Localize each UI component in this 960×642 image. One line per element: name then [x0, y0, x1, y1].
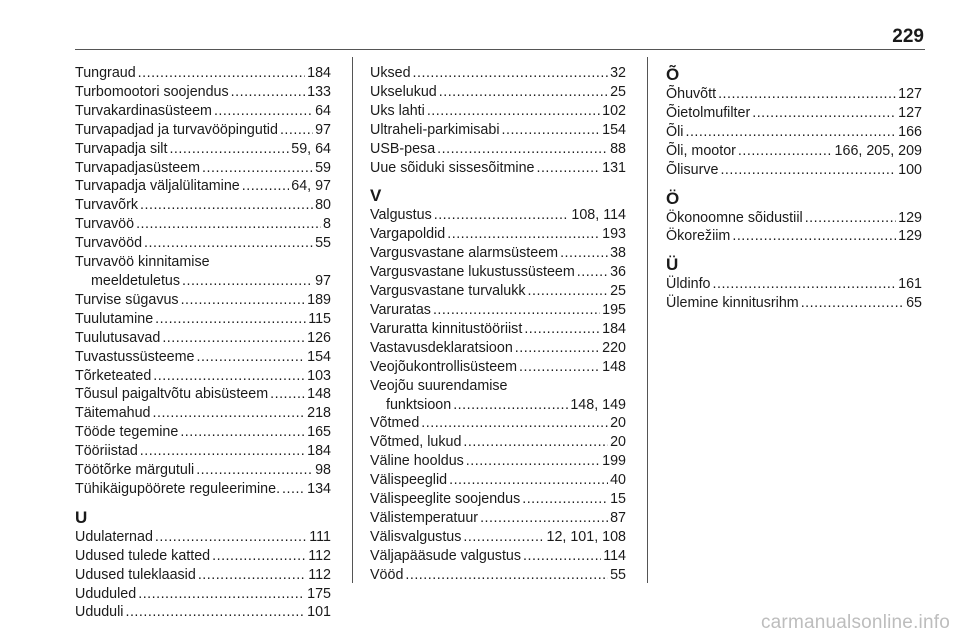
page-ref: 59, 64	[291, 140, 331, 157]
index-column-1	[75, 64, 331, 622]
index-term: Uue sõiduki sissesõitmine	[370, 159, 535, 176]
index-term: Väline hooldus	[370, 453, 464, 470]
index-term: Vargapoldid	[370, 226, 446, 243]
top-rule	[75, 49, 925, 50]
index-entry	[370, 83, 626, 102]
page-ref: 97	[315, 121, 331, 138]
dot-leader	[153, 367, 305, 386]
index-entry	[370, 377, 626, 396]
dot-leader	[214, 102, 313, 121]
dot-leader	[519, 358, 600, 377]
index-section	[75, 507, 331, 623]
index-term: USB-pesa	[370, 140, 436, 157]
section-letter: Ü	[666, 255, 679, 275]
index-entry	[370, 64, 626, 83]
index-column-3	[666, 64, 922, 313]
index-entry	[75, 215, 331, 234]
index-term: Turvakardinasüsteem	[75, 102, 212, 119]
index-term: Õhuvõtt	[666, 86, 717, 102]
dot-leader	[270, 385, 305, 404]
index-entry	[75, 442, 331, 461]
index-term: Veojõu suurendamise	[370, 377, 508, 394]
index-entry	[75, 585, 331, 604]
page-ref: 12, 101, 108	[546, 528, 626, 545]
index-entry	[75, 547, 331, 566]
index-entry	[75, 121, 331, 140]
index-entry	[666, 275, 922, 294]
index-term: Ukselukud	[370, 83, 437, 100]
page-ref: 154	[307, 348, 331, 365]
dot-leader	[196, 348, 305, 367]
page-ref: 55	[315, 235, 331, 252]
page-ref: 112	[308, 547, 331, 564]
dot-leader	[801, 294, 904, 313]
page-ref: 108, 114	[571, 207, 626, 224]
page-ref: 148	[602, 358, 626, 375]
page-ref: 161	[898, 276, 922, 293]
index-entry	[75, 528, 331, 547]
dot-leader	[282, 480, 305, 499]
dot-leader	[463, 528, 544, 547]
index-entry	[370, 509, 626, 528]
section-letter: Õ	[666, 65, 680, 84]
index-entry	[75, 310, 331, 329]
dot-leader	[162, 329, 305, 348]
index-column-2	[370, 64, 626, 585]
index-section	[75, 64, 331, 499]
index-entry	[75, 291, 331, 310]
dot-leader	[413, 64, 609, 83]
index-term: Tuulutamine	[75, 310, 154, 327]
index-entry	[75, 159, 331, 178]
page-ref: 166, 205, 209	[834, 142, 922, 159]
index-entry	[370, 358, 626, 377]
index-term: Turvavöö	[75, 216, 135, 233]
index-term: Üldinfo	[666, 276, 711, 293]
index-term: Ökonoomne sõidustiil	[666, 209, 803, 226]
index-entry	[75, 102, 331, 121]
index-section	[666, 188, 922, 247]
index-term: Vastavusdeklaratsioon	[370, 339, 513, 356]
index-entry	[370, 263, 626, 282]
index-term: Turvavõrk	[75, 197, 139, 214]
index-entry	[370, 159, 626, 178]
index-entry	[75, 348, 331, 367]
page-ref: 184	[307, 443, 331, 460]
index-term: meeldetuletus	[91, 272, 181, 289]
page-ref: 193	[602, 226, 626, 243]
index-term: Uksed	[370, 65, 411, 81]
dot-leader	[502, 121, 601, 140]
page-number: 229	[892, 26, 924, 47]
page-ref: 126	[307, 329, 331, 346]
index-term: Vargusvastane lukustussüsteem	[370, 264, 575, 281]
index-term: Ultraheli-parkimisabi	[370, 121, 500, 138]
dot-leader	[685, 123, 896, 142]
dot-leader	[718, 85, 896, 104]
page-ref: 102	[602, 102, 626, 119]
index-entry	[75, 234, 331, 253]
index-entry	[75, 566, 331, 585]
index-term: Udused tuleklaasid	[75, 566, 196, 583]
index-term: Ududuled	[75, 585, 137, 602]
index-term: Valgustus	[370, 207, 432, 224]
page-ref: 98	[315, 462, 331, 479]
index-term: Väljapääsude valgustus	[370, 547, 522, 564]
dot-leader	[437, 140, 608, 159]
page-ref: 154	[602, 121, 626, 138]
index-section	[666, 64, 922, 180]
index-entry	[370, 320, 626, 339]
index-term: Veojõukontrollisüsteem	[370, 358, 518, 375]
index-entry	[666, 104, 922, 123]
dot-leader	[421, 414, 608, 433]
index-term: Võtmed	[370, 415, 420, 432]
index-entry	[75, 423, 331, 442]
dot-leader	[196, 461, 313, 480]
page-ref: 38	[610, 245, 626, 262]
dot-leader	[280, 121, 313, 140]
index-term: Õietolmufilter	[666, 104, 751, 121]
index-entry	[666, 161, 922, 180]
index-term: Tuvastussüsteeme	[75, 348, 195, 365]
index-term: Välistemperatuur	[370, 509, 479, 526]
dot-leader	[523, 547, 601, 566]
page-ref: 148, 149	[570, 396, 626, 413]
dot-leader	[447, 225, 600, 244]
index-entry	[370, 452, 626, 471]
index-term: Ülemine kinnitusrihm	[666, 295, 799, 312]
index-entry	[370, 339, 626, 358]
dot-leader	[528, 282, 609, 301]
index-term: Varuratas	[370, 301, 431, 318]
index-entry	[75, 367, 331, 386]
page-ref: 129	[898, 228, 922, 245]
page-ref: 97	[315, 272, 331, 289]
index-entry	[75, 385, 331, 404]
index-entry	[370, 244, 626, 263]
dot-leader	[449, 471, 608, 490]
page-ref: 218	[307, 405, 331, 422]
dot-leader	[752, 104, 896, 123]
dot-leader	[155, 310, 306, 329]
index-term: Varuratta kinnitustööriist	[370, 320, 523, 337]
index-entry	[370, 433, 626, 452]
dot-leader	[463, 433, 608, 452]
page-ref: 101	[307, 604, 331, 621]
index-entry	[75, 196, 331, 215]
index-entry	[370, 414, 626, 433]
index-term: Ökorežiim	[666, 228, 731, 245]
column-divider	[647, 57, 648, 583]
dot-leader	[182, 272, 313, 291]
page-ref: 111	[309, 528, 331, 545]
page-ref: 15	[610, 491, 626, 508]
index-term: Turvapadjad ja turvavööpingutid	[75, 121, 278, 138]
page-ref: 165	[307, 424, 331, 441]
dot-leader	[140, 442, 305, 461]
page-ref: 195	[602, 301, 626, 318]
page-ref: 184	[307, 65, 331, 81]
page-ref: 115	[308, 310, 331, 327]
index-entry	[666, 209, 922, 228]
page-ref: 59	[315, 159, 331, 176]
dot-leader	[153, 404, 306, 423]
dot-leader	[181, 291, 306, 310]
page-ref: 148	[307, 386, 331, 403]
page-ref: 189	[307, 291, 331, 308]
section-letter: U	[75, 507, 88, 527]
index-term: Turvise sügavus	[75, 291, 179, 308]
index-entry	[370, 490, 626, 509]
dot-leader	[427, 102, 600, 121]
index-entry	[75, 329, 331, 348]
index-entry	[666, 294, 922, 313]
index-term: Õlisurve	[666, 161, 719, 178]
index-entry	[75, 480, 331, 499]
dot-leader	[439, 83, 608, 102]
index-term: Turvavööd	[75, 235, 143, 252]
page-ref: 103	[307, 367, 331, 384]
page-ref: 25	[610, 283, 626, 300]
dot-leader	[125, 603, 305, 622]
index-term: Ududuli	[75, 604, 124, 621]
column-divider	[352, 57, 353, 583]
index-entry	[75, 177, 331, 196]
dot-leader	[242, 177, 289, 196]
index-entry	[75, 272, 331, 291]
index-entry	[666, 123, 922, 142]
index-entry	[75, 140, 331, 159]
dot-leader	[155, 528, 307, 547]
dot-leader	[136, 215, 321, 234]
page-ref: 64, 97	[291, 178, 331, 195]
dot-leader	[522, 490, 608, 509]
index-entry	[370, 102, 626, 121]
page-ref: 25	[610, 83, 626, 100]
index-term: Tööriistad	[75, 443, 138, 460]
index-entry	[370, 282, 626, 301]
dot-leader	[212, 547, 306, 566]
watermark: carmanualsonline.info	[760, 612, 950, 633]
index-term: Töötõrke märgutuli	[75, 462, 195, 479]
dot-leader	[169, 140, 289, 159]
index-term: Võtmed, lukud	[370, 434, 462, 451]
page-ref: 129	[898, 209, 922, 226]
index-entry	[370, 396, 626, 415]
index-term: Uks lahti	[370, 102, 425, 119]
index-term: Välispeeglid	[370, 472, 448, 489]
index-entry	[75, 461, 331, 480]
index-entry	[370, 140, 626, 159]
dot-leader	[140, 196, 313, 215]
index-entry	[666, 227, 922, 246]
index-entry	[370, 225, 626, 244]
dot-leader	[560, 244, 608, 263]
index-term: Vargusvastane turvalukk	[370, 283, 526, 300]
dot-leader	[515, 339, 600, 358]
page-ref: 220	[602, 339, 626, 356]
dot-leader	[138, 585, 305, 604]
page-ref: 134	[307, 480, 331, 497]
index-entry	[370, 528, 626, 547]
dot-leader	[144, 234, 313, 253]
dot-leader	[738, 142, 833, 161]
dot-leader	[198, 566, 306, 585]
index-term: Turvapadja väljalülitamine	[75, 178, 240, 195]
page-ref: 114	[603, 547, 626, 564]
page-ref: 184	[602, 320, 626, 337]
dot-leader	[466, 452, 600, 471]
index-entry	[666, 85, 922, 104]
page-ref: 20	[610, 415, 626, 432]
page-ref: 20	[610, 434, 626, 451]
dot-leader	[577, 263, 608, 282]
page-ref: 127	[898, 86, 922, 102]
dot-leader	[202, 159, 313, 178]
dot-leader	[805, 209, 896, 228]
index-entry	[666, 142, 922, 161]
index-term: Õli	[666, 123, 684, 140]
page-ref: 199	[602, 453, 626, 470]
index-section	[666, 254, 922, 313]
dot-leader	[434, 206, 570, 225]
index-entry	[370, 547, 626, 566]
page-ref: 8	[323, 216, 331, 233]
dot-leader	[524, 320, 600, 339]
dot-leader	[138, 64, 305, 83]
index-entry	[75, 603, 331, 622]
index-entry	[370, 301, 626, 320]
index-entry	[370, 566, 626, 585]
index-term: Tõrketeated	[75, 367, 152, 384]
dot-leader	[536, 159, 600, 178]
dot-leader	[453, 396, 568, 415]
index-term: Tõusul paigaltvõtu abisüsteem	[75, 386, 269, 403]
dot-leader	[405, 566, 608, 585]
index-term: Vööd	[370, 566, 404, 583]
section-letter: V	[370, 186, 382, 206]
index-term: Turvapadja silt	[75, 140, 168, 157]
dot-leader	[720, 161, 896, 180]
index-term: Turvapadjasüsteem	[75, 159, 201, 176]
index-section	[370, 185, 626, 584]
index-term: Tööde tegemine	[75, 424, 179, 441]
index-term: Vargusvastane alarmsüsteem	[370, 245, 559, 262]
dot-leader	[180, 423, 305, 442]
index-term: Turbomootori soojendus	[75, 83, 229, 100]
page-ref: 100	[898, 161, 922, 178]
index-term: Välisvalgustus	[370, 528, 462, 545]
index-term: Tuulutusavad	[75, 329, 161, 346]
page-ref: 40	[610, 472, 626, 489]
section-letter: Ö	[666, 188, 680, 208]
dot-leader	[433, 301, 600, 320]
page-ref: 36	[610, 264, 626, 281]
page-ref: 80	[315, 197, 331, 214]
page-ref: 175	[307, 585, 331, 602]
index-term: Turvavöö kinnitamise	[75, 254, 210, 271]
index-entry	[370, 206, 626, 225]
page-ref: 112	[308, 566, 331, 583]
page-ref: 88	[610, 140, 626, 157]
index-term: Tungraud	[75, 65, 136, 81]
index-entry	[370, 471, 626, 490]
page-ref: 87	[610, 509, 626, 526]
index-term: Tühikäigupöörete reguleerimine.	[75, 480, 281, 497]
page-ref: 127	[898, 104, 922, 121]
page-ref: 65	[906, 295, 922, 312]
dot-leader	[231, 83, 305, 102]
index-entry	[75, 64, 331, 83]
index-term: Täitemahud	[75, 405, 151, 422]
index-section	[370, 64, 626, 177]
page-ref: 55	[610, 566, 626, 583]
dot-leader	[480, 509, 608, 528]
page-ref: 64	[315, 102, 331, 119]
index-term: Õli, mootor	[666, 142, 736, 159]
index-term: Udused tulede katted	[75, 547, 211, 564]
index-entry	[75, 404, 331, 423]
dot-leader	[713, 275, 897, 294]
page-ref: 131	[602, 159, 626, 176]
index-term: Udulaternad	[75, 528, 153, 545]
index-entry	[370, 121, 626, 140]
page-ref: 166	[898, 123, 922, 140]
page-ref: 133	[307, 83, 331, 100]
index-entry	[75, 83, 331, 102]
dot-leader	[732, 227, 896, 246]
index-term: funktsioon	[386, 396, 452, 413]
index-term: Välispeeglite soojendus	[370, 491, 521, 508]
page-ref: 32	[610, 65, 626, 81]
index-entry	[75, 253, 331, 272]
